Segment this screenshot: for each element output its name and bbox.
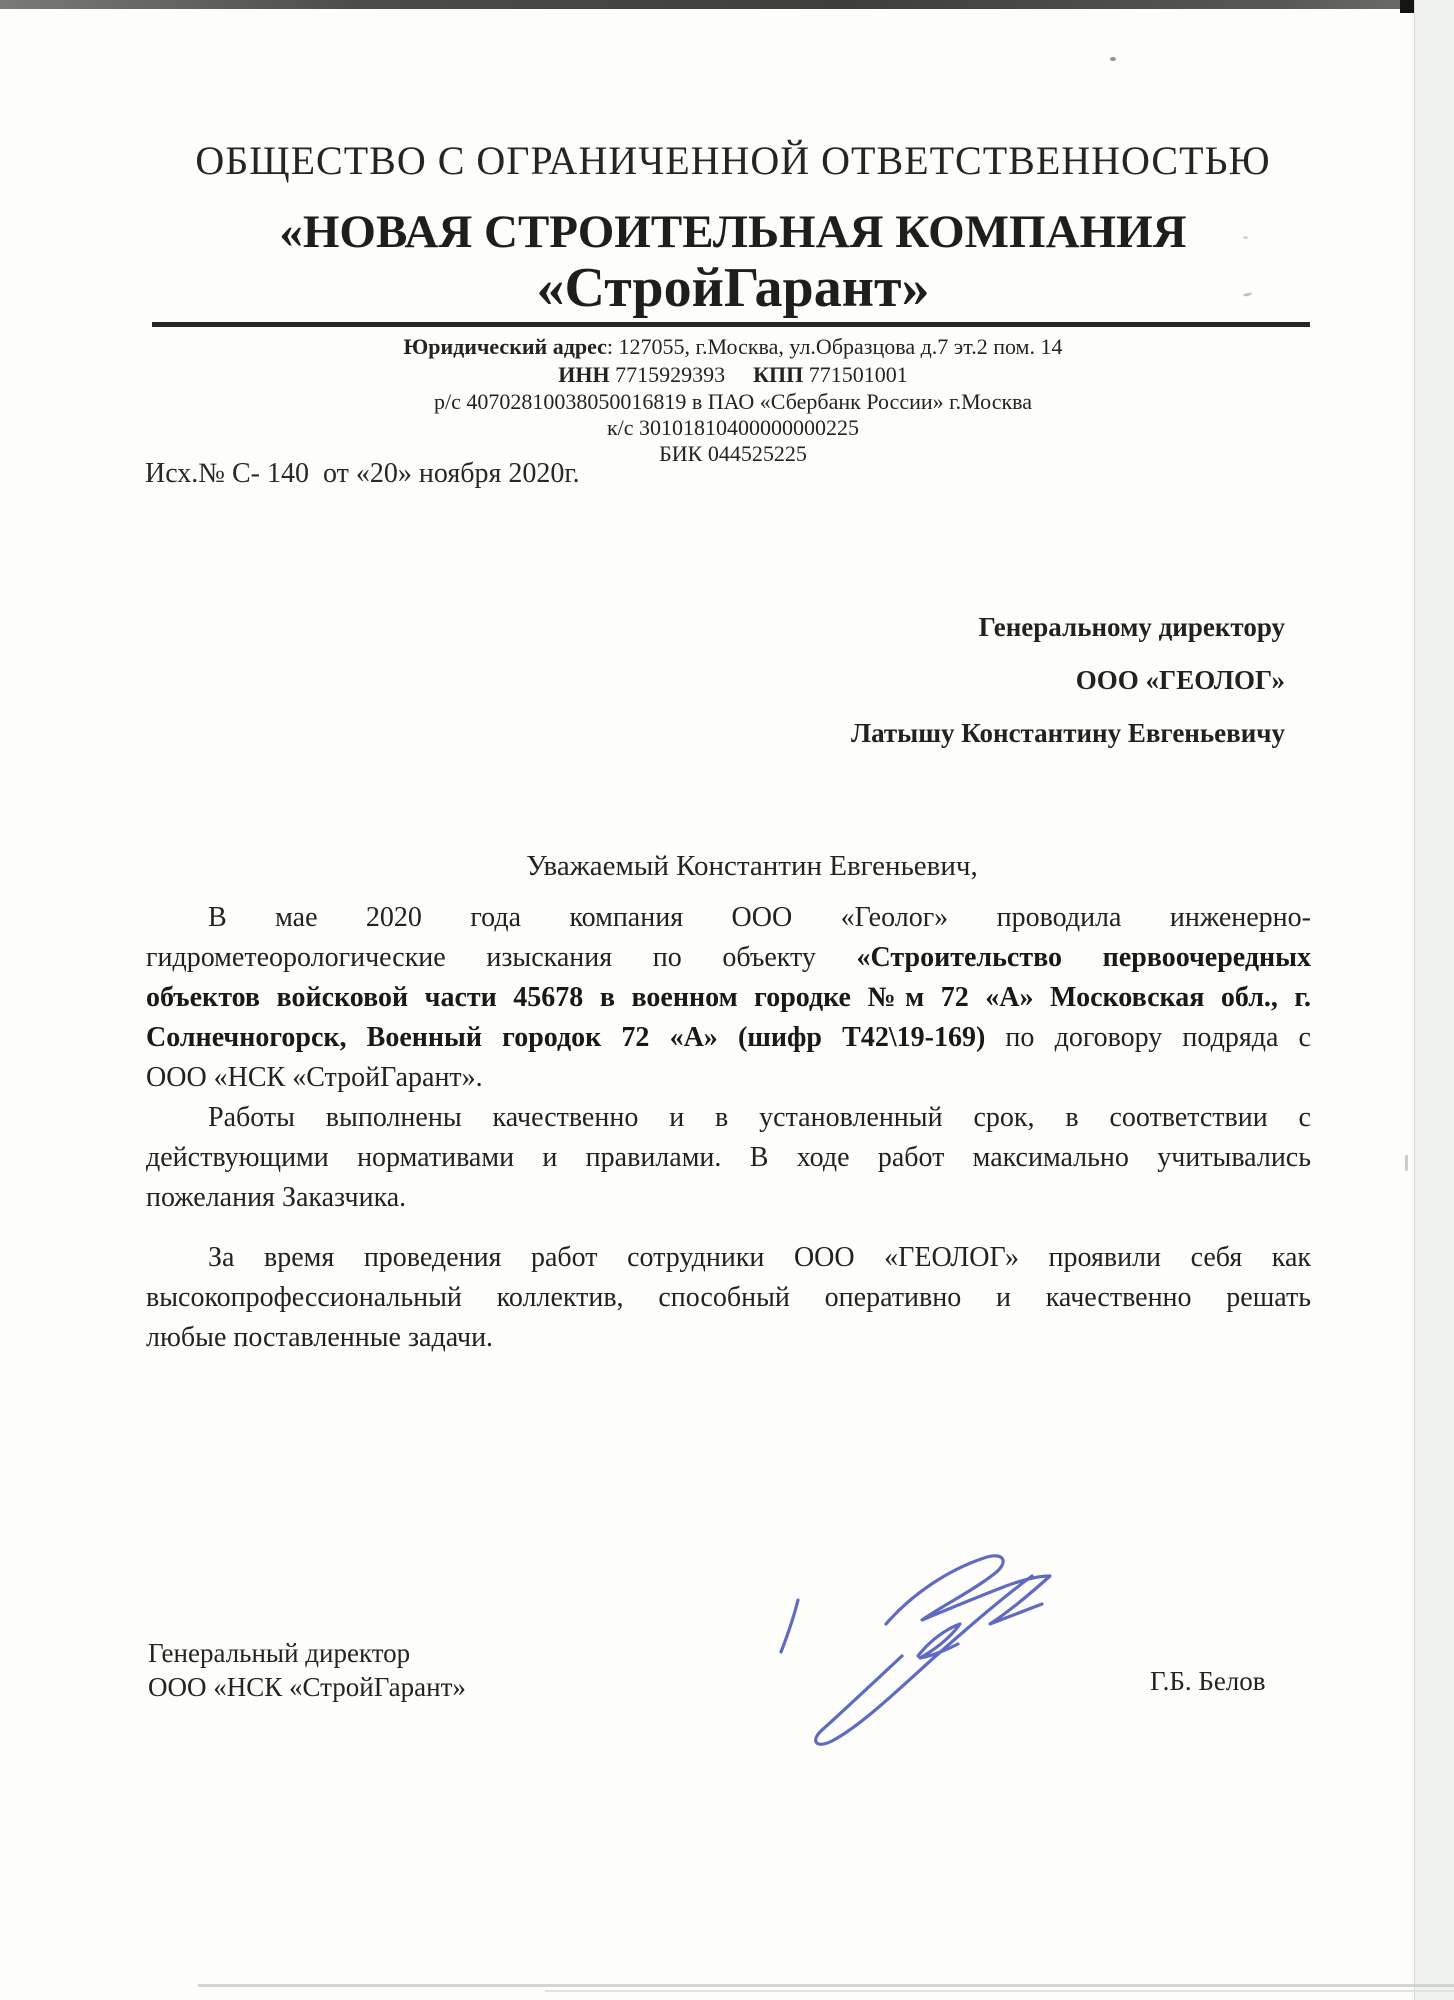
settlement-account-line: р/с 40702810038050016819 в ПАО «Сбербанк России» г.Москва	[433, 389, 1033, 414]
text-segment: В мае 2020 года компания ООО «Геолог» проводила инженерно-	[208, 902, 1311, 933]
addressee-position: Генеральному директору	[978, 612, 1285, 642]
body-line	[146, 898, 1311, 938]
body-line	[146, 1018, 1311, 1058]
text-segment: по договору подряда с	[985, 1022, 1311, 1053]
body-line	[146, 1278, 1311, 1318]
legal-address-label: Юридический адрес	[403, 334, 607, 359]
bik-line: БИК 044525225	[659, 441, 807, 466]
body-line	[146, 1178, 1311, 1218]
kpp-label: КПП	[753, 362, 804, 387]
scan-bottom-edge-artifact-2	[545, 1990, 1454, 1992]
text-segment: любые поставленные задачи.	[146, 1322, 494, 1353]
text-segment: Работы выполнены качественно и в установленный срок, в соответствии с	[208, 1102, 1311, 1133]
inn-kpp-line	[6, 362, 1454, 388]
body-line	[146, 1098, 1311, 1138]
company-legal-form: ОБЩЕСТВО С ОГРАНИЧЕННОЙ ОТВЕТСТВЕННОСТЬЮ	[195, 138, 1271, 183]
signatory-title-block	[148, 1636, 466, 1704]
paragraph	[146, 1238, 1311, 1358]
paragraph	[146, 898, 1311, 1098]
outgoing-reference-line: Исх.№ С- 140 от «20» ноября 2020г.	[145, 458, 580, 489]
company-name-line1: «НОВАЯ СТРОИТЕЛЬНАЯ КОМПАНИЯ	[279, 206, 1187, 258]
handwritten-signature	[768, 1536, 1068, 1751]
paragraph	[146, 1098, 1311, 1218]
scan-top-edge-artifact	[0, 0, 1412, 9]
body-line	[146, 1058, 1311, 1098]
signer-name: Г.Б. Белов	[1150, 1666, 1266, 1696]
inn-label: ИНН	[558, 362, 610, 387]
legal-address-value: : 127055, г.Москва, ул.Образцова д.7 эт.2 пом. 14	[606, 334, 1063, 359]
bold-text-segment: объектов войсковой части 45678 в военном городке №м 72 «А» Московская обл., г.	[146, 982, 1311, 1013]
letter-body	[146, 898, 1311, 1358]
correspondent-account-line: к/с 30101810400000000225	[606, 415, 860, 440]
addressee-company: ООО «ГЕОЛОГ»	[1075, 665, 1285, 695]
legal-address-line	[6, 334, 1454, 360]
body-line	[146, 1318, 1311, 1358]
text-segment: действующими нормативами и правилами. В ходе работ максимально учитывались	[146, 1142, 1311, 1173]
scan-bottom-edge-artifact	[198, 1984, 1454, 1987]
inn-value: 7715929393	[609, 362, 726, 387]
greeting-line: Уважаемый Константин Евгеньевич,	[526, 850, 978, 882]
body-line	[146, 938, 1311, 978]
text-segment: пожелания Заказчика.	[146, 1182, 407, 1213]
letterhead-divider-rule	[152, 322, 1310, 327]
bold-text-segment: Солнечногорск, Военный городок 72 «А» (шифр Т42\19-169)	[146, 1022, 986, 1053]
text-segment: ООО «НСК «СтройГарант».	[146, 1062, 483, 1093]
text-segment: высокопрофессиональный коллектив, способный оперативно и качественно решать	[146, 1282, 1311, 1313]
signatory-position: Генеральный директор	[148, 1638, 411, 1668]
body-line	[146, 978, 1311, 1018]
kpp-value: 771501001	[803, 362, 908, 387]
body-line	[146, 1138, 1311, 1178]
body-line	[146, 1238, 1311, 1278]
addressee-block	[851, 613, 1285, 772]
addressee-person: Латышу Константину Евгеньевичу	[850, 718, 1285, 748]
text-segment: гидрометеорологические изыскания по объекту	[146, 942, 857, 973]
scan-speck	[1405, 1155, 1408, 1171]
bold-text-segment: «Строительство первоочередных	[856, 942, 1311, 973]
text-segment: За время проведения работ сотрудники ООО «ГЕОЛОГ» проявили себя как	[208, 1242, 1311, 1273]
signatory-company: ООО «НСК «СтройГарант»	[148, 1672, 466, 1702]
company-name-line2: «СтройГарант»	[536, 257, 930, 319]
scan-speck	[1110, 57, 1116, 61]
